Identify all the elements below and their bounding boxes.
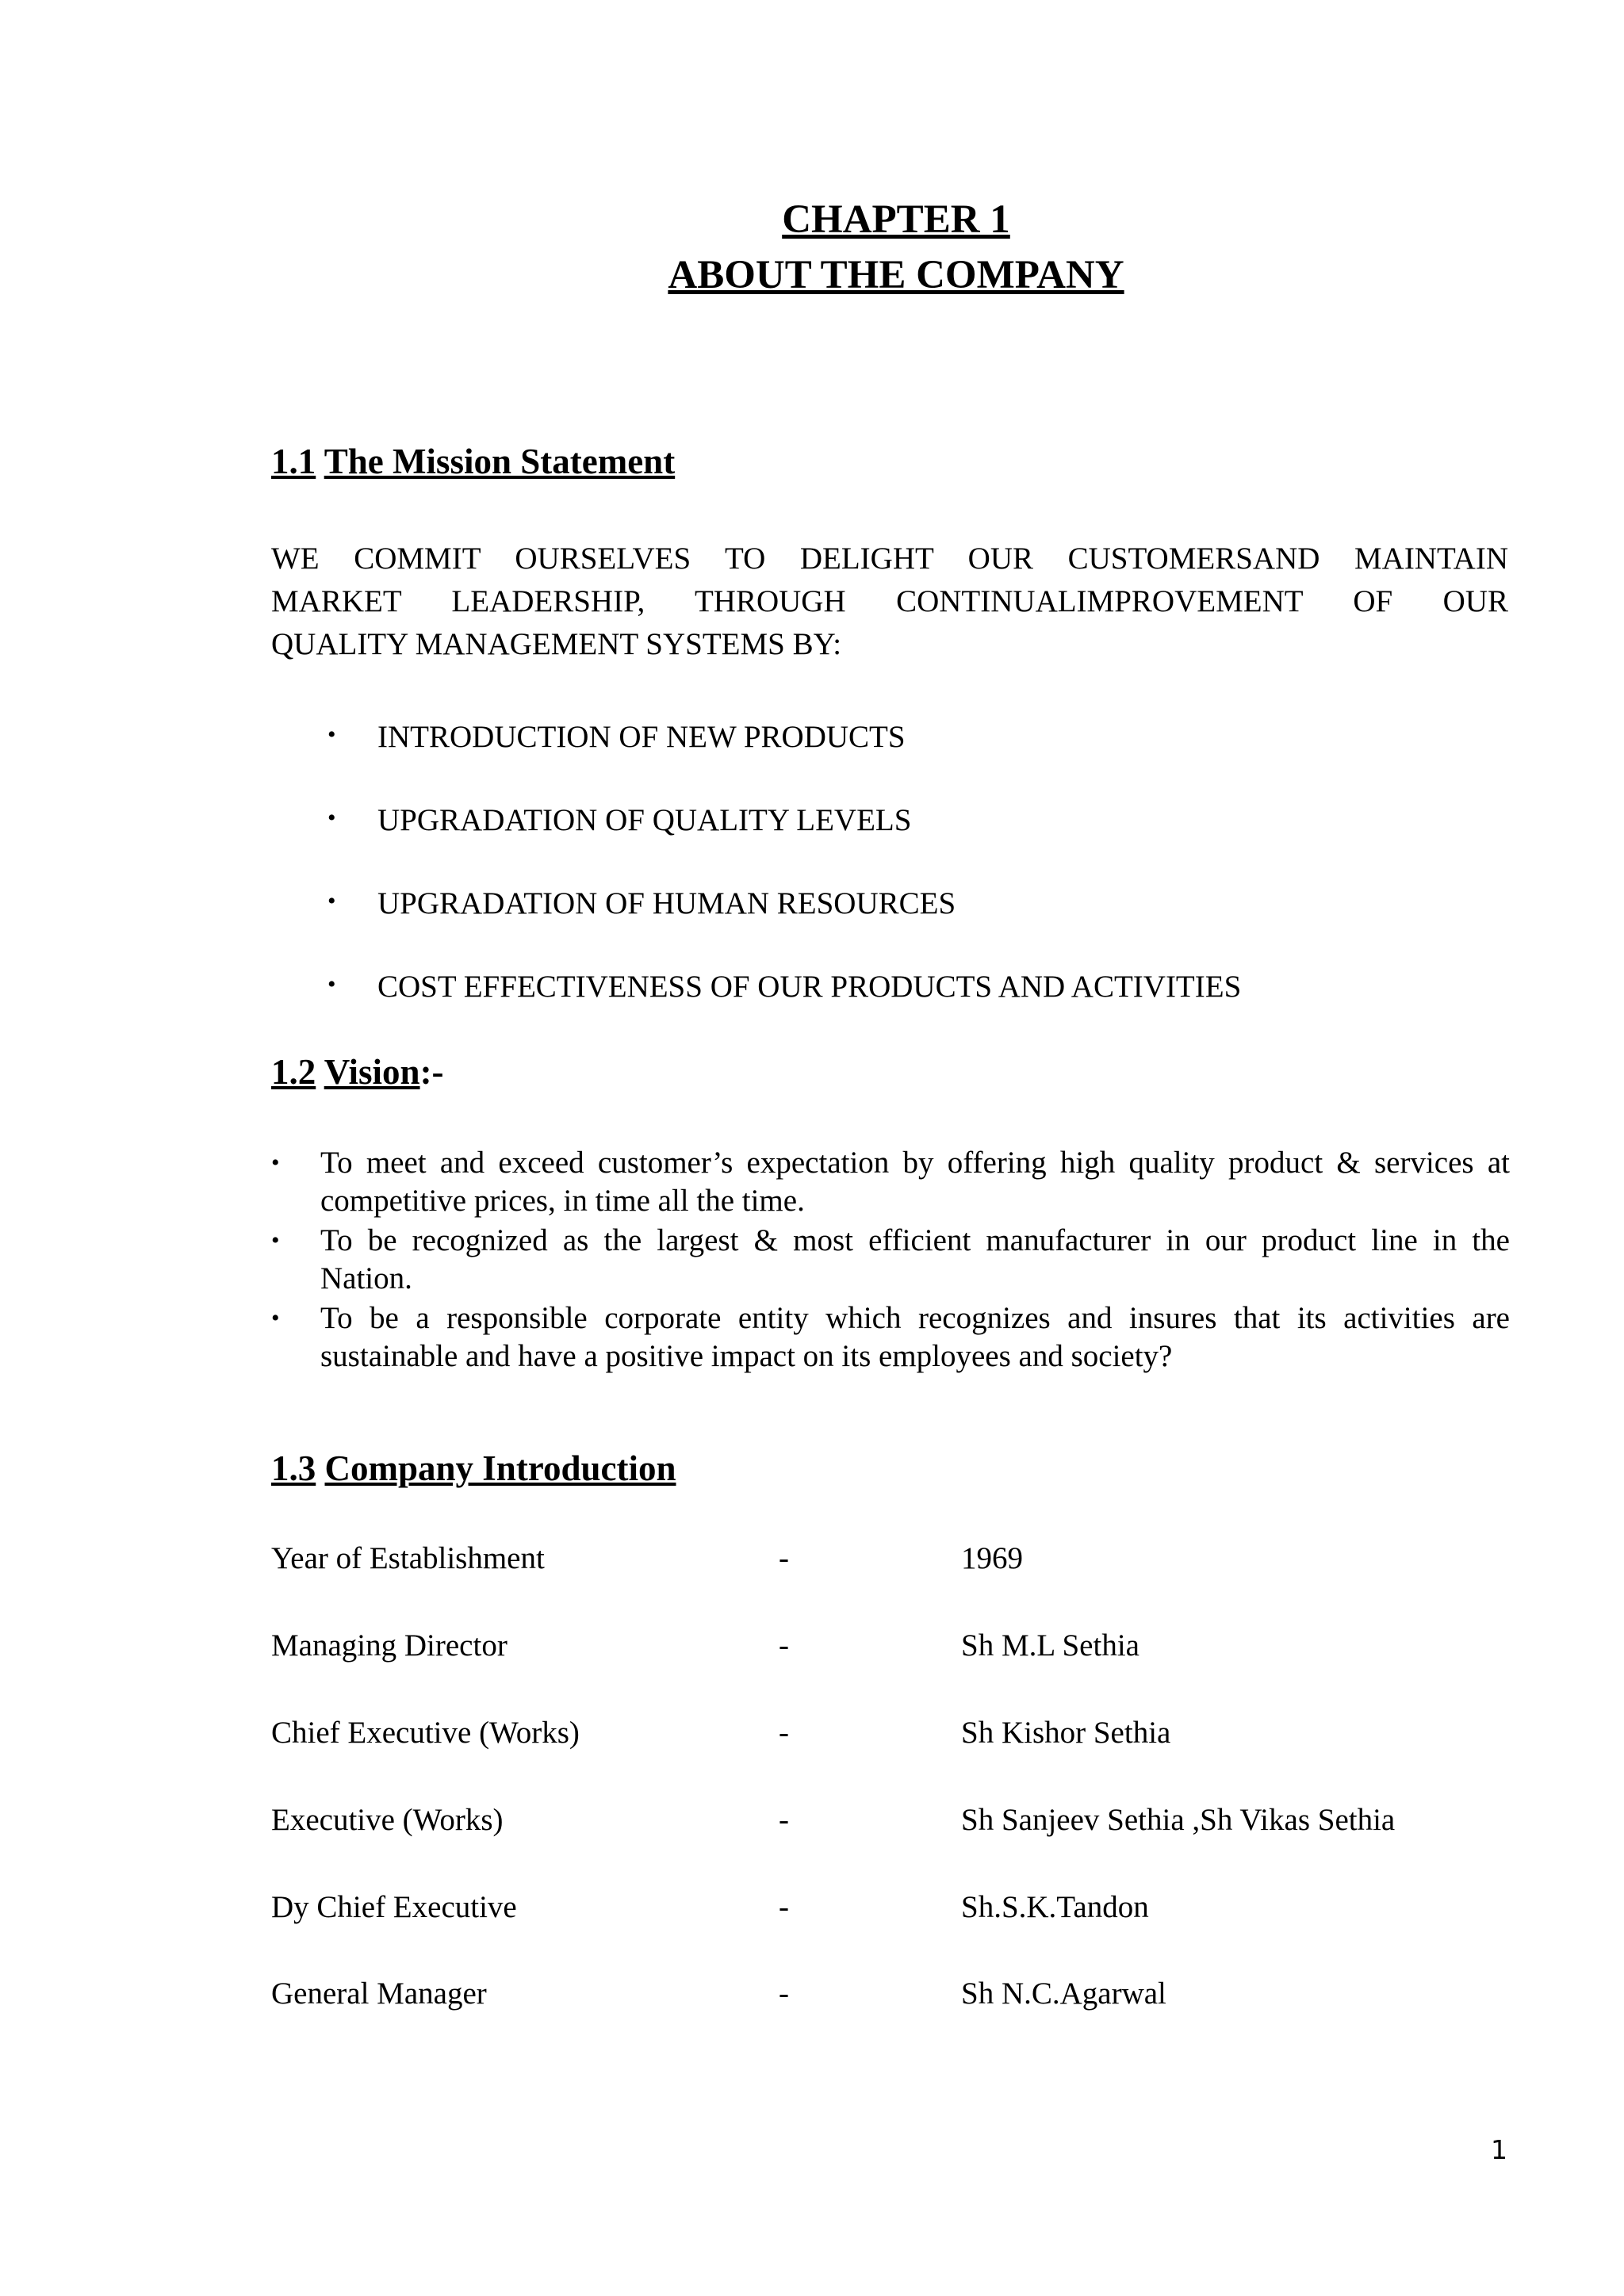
page-number: 1 <box>1491 2134 1507 2165</box>
intro-row-value: Sh Kishor Sethia <box>961 1716 1171 1750</box>
vision-section-number: 1.2 <box>271 1052 316 1092</box>
intro-heading <box>271 1448 676 1488</box>
intro-row-label: General Manager <box>271 1976 487 2011</box>
intro-row <box>271 1978 1619 2015</box>
intro-row <box>271 1630 1619 1667</box>
bullet-icon: • <box>327 721 336 748</box>
intro-row <box>271 1543 1619 1579</box>
vision-item-line: To be a responsible corporate entity which recognizes and insures that its activities are <box>320 1301 1510 1335</box>
intro-row <box>271 1892 1619 1928</box>
intro-row-separator: - <box>779 1976 789 2011</box>
intro-row-label: Executive (Works) <box>271 1803 504 1837</box>
bullet-icon: • <box>271 1150 280 1176</box>
intro-row <box>271 1717 1619 1754</box>
intro-row-value: Sh.S.K.Tandon <box>961 1890 1149 1924</box>
mission-item-text: UPGRADATION OF QUALITY LEVELS <box>377 803 912 837</box>
mission-item-text: UPGRADATION OF HUMAN RESOURCES <box>377 886 956 920</box>
intro-row-value: Sh M.L Sethia <box>961 1628 1139 1663</box>
intro-row-separator: - <box>779 1890 789 1924</box>
intro-row-separator: - <box>779 1716 789 1750</box>
chapter-title: ABOUT THE COMPANY <box>668 253 1124 297</box>
mission-heading <box>271 444 675 480</box>
intro-section-number: 1.3 <box>271 1448 316 1488</box>
vision-item-line: To be recognized as the largest & most efficient manufacturer in our product line in the <box>320 1223 1510 1257</box>
vision-heading-suffix: :- <box>419 1052 444 1092</box>
intro-row-label: Year of Establishment <box>271 1541 545 1575</box>
mission-line: QUALITY MANAGEMENT SYSTEMS BY: <box>271 627 842 661</box>
intro-row-value: Sh N.C.Agarwal <box>961 1976 1166 2011</box>
intro-row-separator: - <box>779 1803 789 1837</box>
mission-line: WE COMMIT OURSELVES TO DELIGHT OUR CUSTOMERSAND MAINTAIN <box>271 541 1508 576</box>
vision-section-title: Vision <box>324 1052 420 1092</box>
intro-row-label: Chief Executive (Works) <box>271 1716 580 1750</box>
mission-item-text: COST EFFECTIVENESS OF OUR PRODUCTS AND ACTIVITIES <box>377 970 1242 1004</box>
vision-item-line: Nation. <box>320 1261 412 1295</box>
bullet-icon: • <box>271 1227 280 1253</box>
intro-row-label: Managing Director <box>271 1628 508 1663</box>
chapter-number: CHAPTER 1 <box>782 197 1010 242</box>
intro-row-separator: - <box>779 1628 789 1663</box>
vision-item-line: To meet and exceed customer’s expectation by offering high quality product & services at <box>320 1146 1510 1180</box>
bullet-icon: • <box>327 888 336 914</box>
intro-row-label: Dy Chief Executive <box>271 1890 517 1924</box>
intro-row-value: Sh Sanjeev Sethia ,Sh Vikas Sethia <box>961 1803 1396 1837</box>
mission-section-title: The Mission Statement <box>324 442 676 481</box>
intro-row-separator: - <box>779 1541 789 1575</box>
bullet-icon: • <box>327 805 336 831</box>
vision-item-line: sustainable and have a positive impact on its employees and society? <box>320 1339 1173 1373</box>
intro-section-title: Company Introduction <box>324 1448 676 1488</box>
intro-row <box>271 1804 1619 1841</box>
bullet-icon: • <box>271 1305 280 1331</box>
mission-statement <box>271 538 1508 666</box>
vision-heading <box>271 1054 444 1090</box>
intro-row-value: 1969 <box>961 1541 1023 1575</box>
mission-item-text: INTRODUCTION OF NEW PRODUCTS <box>377 720 906 754</box>
bullet-icon: • <box>327 971 336 997</box>
mission-line: MARKET LEADERSHIP, THROUGH CONTINUALIMPROVEMENT OF OUR <box>271 584 1508 618</box>
vision-item-line: competitive prices, in time all the time. <box>320 1184 805 1218</box>
mission-section-number: 1.1 <box>271 442 316 481</box>
